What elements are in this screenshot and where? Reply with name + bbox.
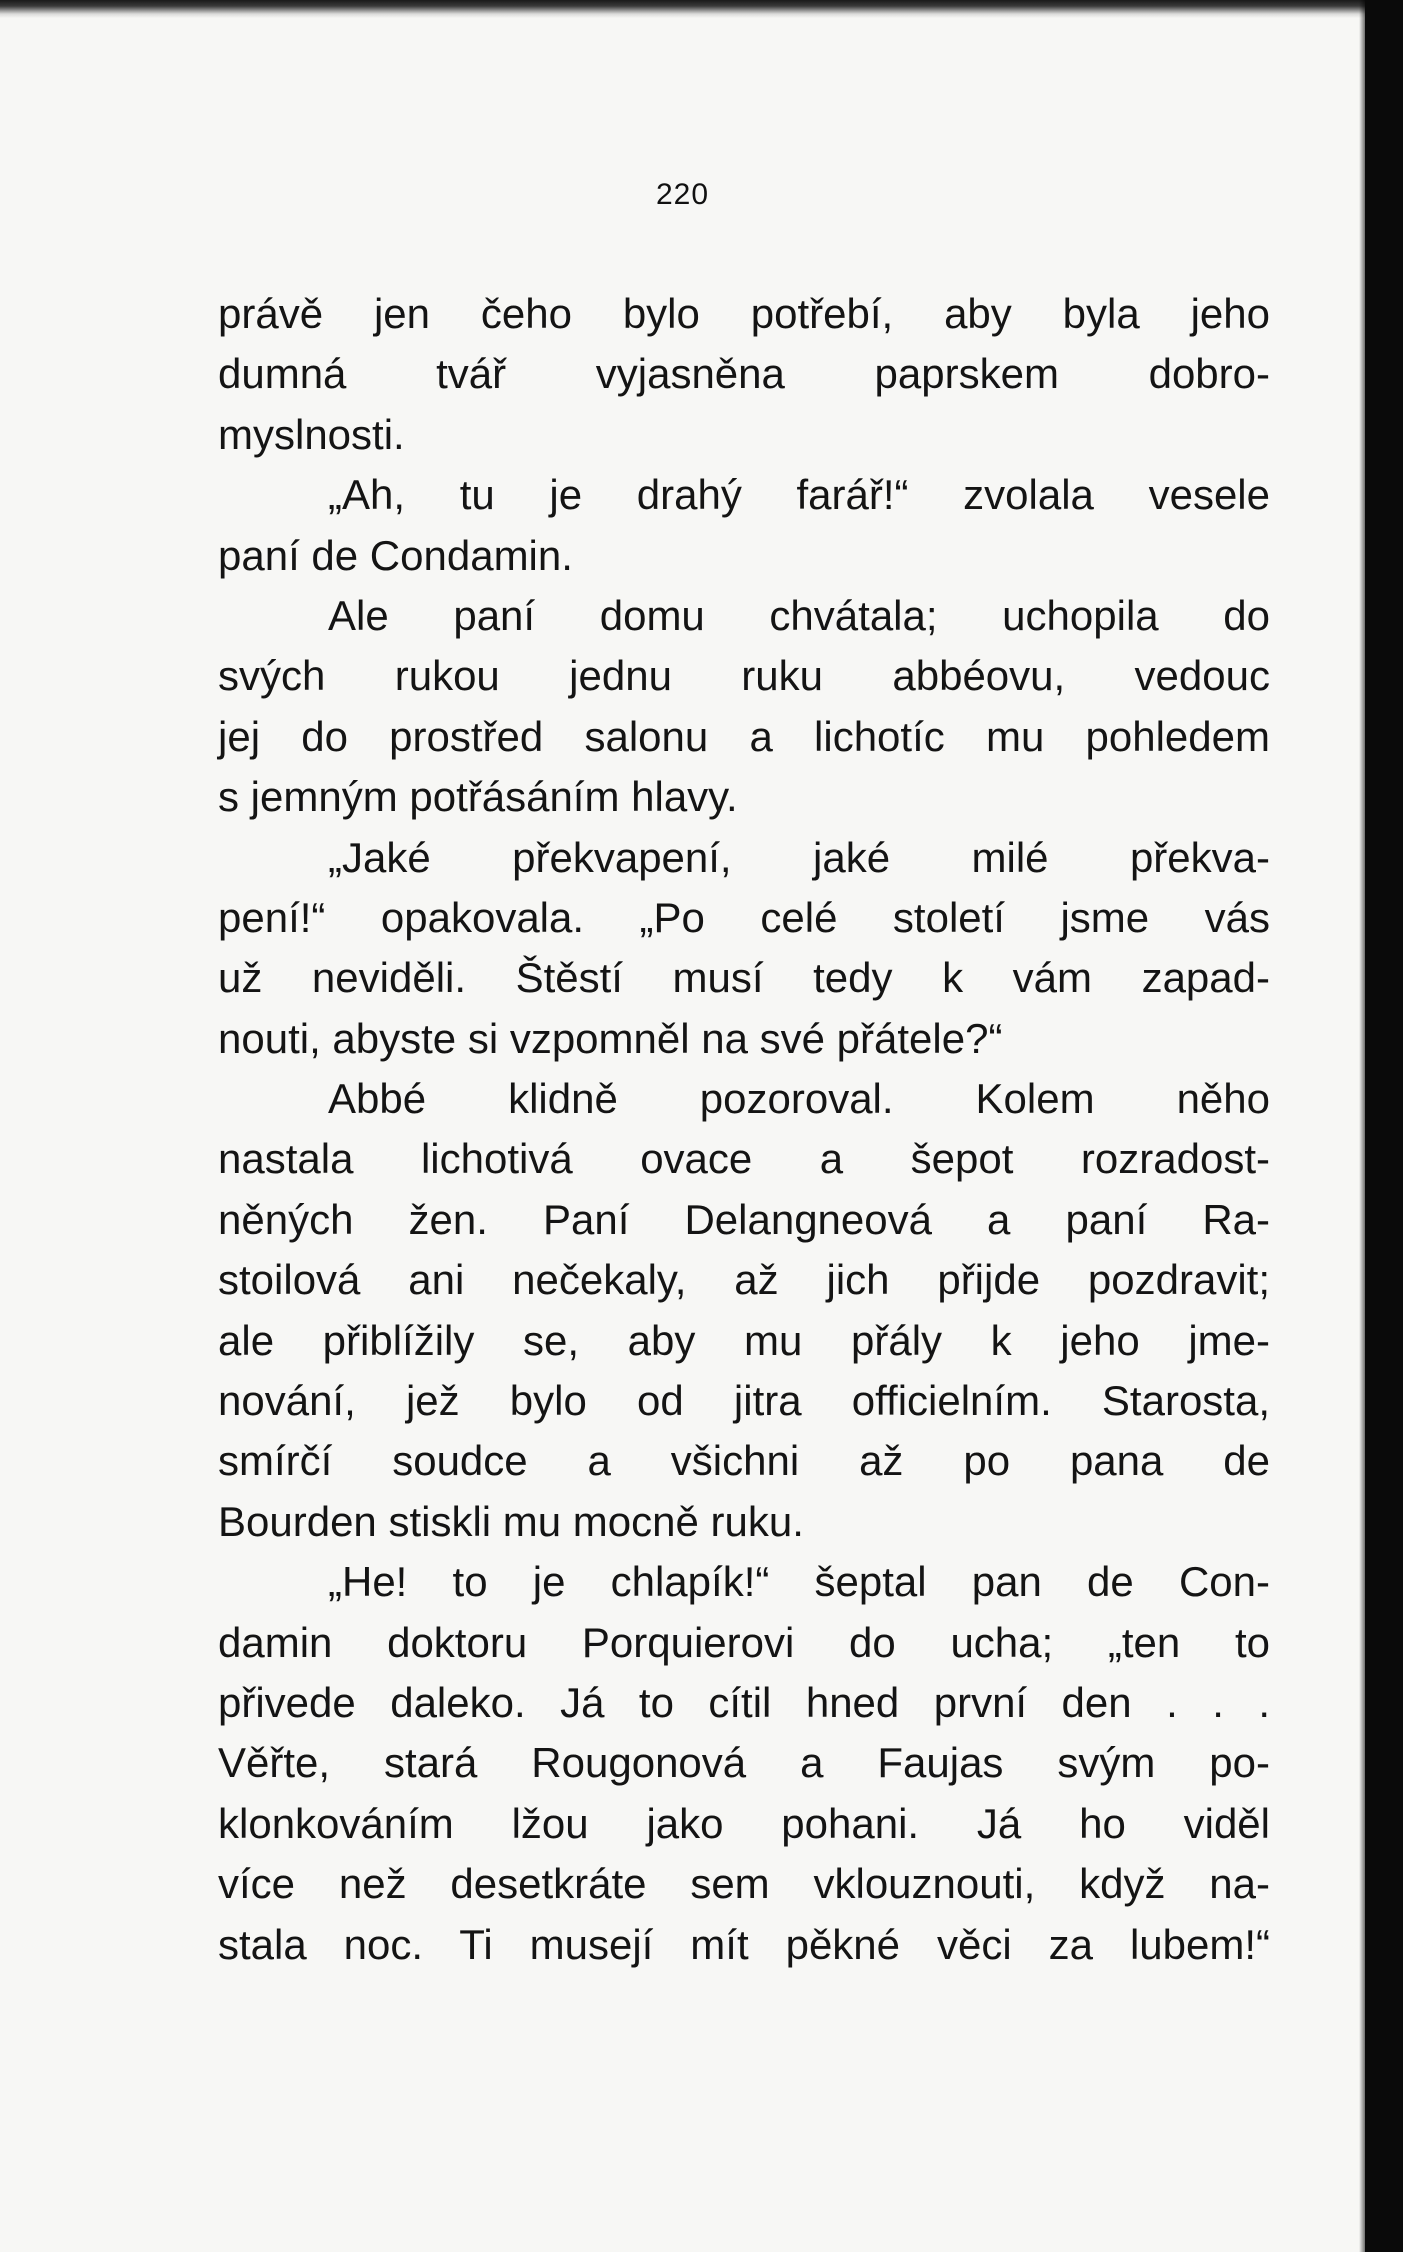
page-top-shadow xyxy=(0,0,1365,18)
text-line: něných žen. Paní Delangneová a paní Ra- xyxy=(218,1195,1270,1243)
text-line: damin doktoru Porquierovi do ucha; „ten to xyxy=(218,1618,1270,1666)
text-line: Bourden stiskli mu mocně ruku. xyxy=(218,1497,804,1545)
text-line: právě jen čeho bylo potřebí, aby byla jeho xyxy=(218,290,1270,337)
text-line: více než desetkráte sem vklouznouti, když na- xyxy=(218,1860,1270,1908)
text-line: už neviděli. Štěstí musí tedy k vám zapad- xyxy=(218,954,1270,1002)
text-line: paní de Condamin. xyxy=(218,531,573,579)
page-right-edge xyxy=(1365,0,1403,2252)
text-line: stala noc. Ti musejí mít pěkné věci za lubem!“ xyxy=(218,1920,1270,1968)
text-line: nastala lichotivá ovace a šepot rozradost- xyxy=(218,1135,1270,1183)
text-line: Abbé klidně pozoroval. Kolem něho xyxy=(328,1075,1270,1123)
text-line: ale přiblížily se, aby mu přály k jeho jme- xyxy=(218,1316,1270,1364)
text-line: „Ah, tu je drahý farář!“ zvolala vesele xyxy=(328,471,1270,519)
text-line: „Jaké překvapení, jaké milé překva- xyxy=(328,833,1270,881)
text-line: svých rukou jednu ruku abbéovu, vedouc xyxy=(218,652,1270,700)
text-line: „He! to je chlapík!“ šeptal pan de Con- xyxy=(328,1558,1270,1606)
text-line: s jemným potřásáním hlavy. xyxy=(218,773,738,821)
text-line: smírčí soudce a všichni až po pana de xyxy=(218,1437,1270,1485)
text-line: nování, jež bylo od jitra officielním. Starosta, xyxy=(218,1377,1270,1425)
text-line: klonkováním lžou jako pohani. Já ho viděl xyxy=(218,1799,1270,1847)
text-line: jej do prostřed salonu a lichotíc mu pohledem xyxy=(218,712,1270,760)
text-line: přivede daleko. Já to cítil hned první den . . . xyxy=(218,1678,1270,1726)
text-line: Věřte, stará Rougonová a Faujas svým po- xyxy=(218,1739,1270,1787)
text-line: nouti, abyste si vzpomněl na své přátele?“ xyxy=(218,1014,1003,1062)
body-text xyxy=(218,284,1270,1975)
text-line: pení!“ opakovala. „Po celé století jsme vás xyxy=(218,893,1270,941)
text-line: Ale paní domu chvátala; uchopila do xyxy=(328,591,1270,639)
text-line: myslnosti. xyxy=(218,410,405,458)
text-line: dumná tvář vyjasněna paprskem dobro- xyxy=(218,350,1270,398)
text-line: stoilová ani nečekaly, až jich přijde pozdravit; xyxy=(218,1256,1270,1304)
page-number: 220 xyxy=(655,178,710,211)
